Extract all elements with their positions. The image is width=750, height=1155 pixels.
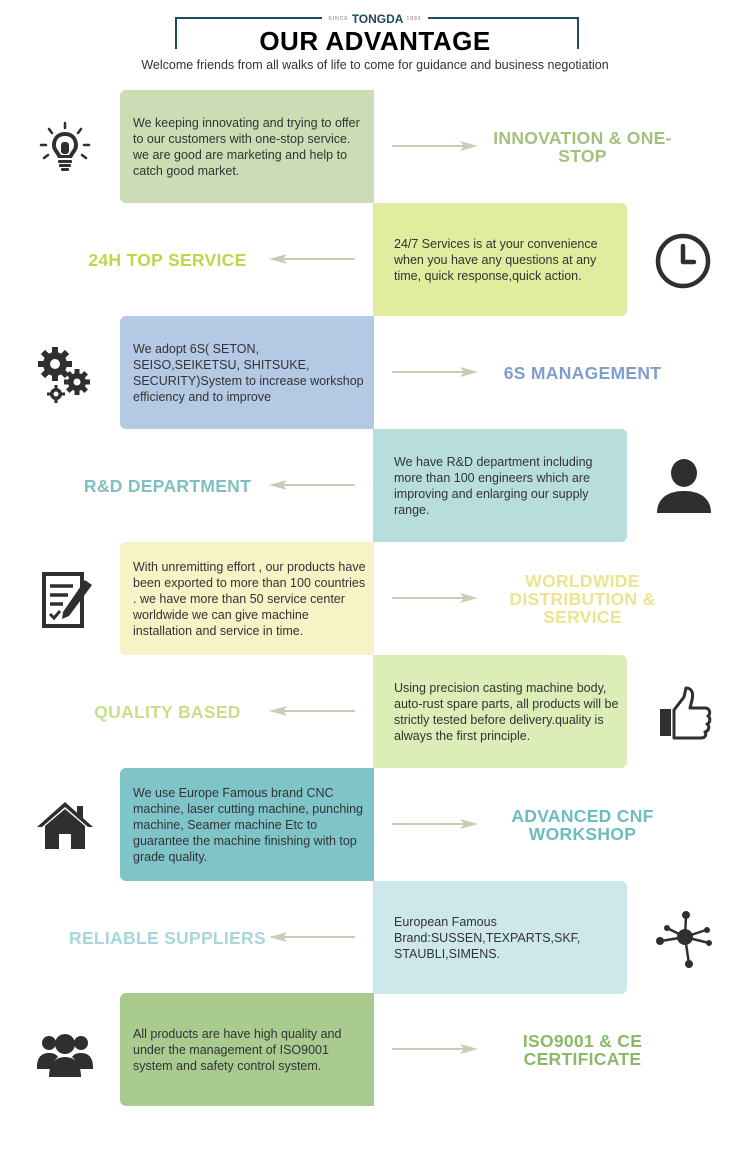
advantage-description: Using precision casting machine body, auto-rust spare parts, all products will be strictly tested before delivery.quality is always the first principle. bbox=[394, 680, 619, 743]
advantage-title: QUALITY BASED bbox=[94, 701, 241, 722]
arrow-left-icon bbox=[267, 478, 357, 492]
advantage-row-workshop bbox=[0, 768, 750, 881]
advantage-row-worldwide bbox=[0, 542, 750, 655]
advantage-description: All products are have high quality and under the management of ISO9001 system and safety control system. bbox=[133, 1026, 342, 1073]
engineer-icon bbox=[653, 457, 713, 517]
advantage-description: 24/7 Services is at your convenience when you have any questions at any time, quick response,quick action. bbox=[394, 236, 598, 283]
advantage-text-box bbox=[120, 90, 374, 203]
arrow-right-icon bbox=[390, 365, 480, 379]
advantage-text-box bbox=[120, 993, 374, 1106]
advantage-description: We keeping innovating and trying to offer to our customers with one-stop service. we are good are marketing and help to catch good market. bbox=[133, 115, 360, 178]
advantage-row-management bbox=[0, 316, 750, 429]
advantage-text-box bbox=[373, 429, 627, 542]
brand-name: TONGDA bbox=[351, 11, 404, 26]
team-icon bbox=[35, 1021, 95, 1081]
advantage-title: ISO9001 & CE CERTIFICATE bbox=[522, 1030, 643, 1069]
arrow-left-icon bbox=[267, 252, 357, 266]
advantage-text-box bbox=[373, 203, 627, 316]
advantage-title: 24H TOP SERVICE bbox=[88, 249, 247, 270]
house-icon bbox=[35, 796, 95, 856]
arrow-right-icon bbox=[390, 1042, 480, 1056]
arrow-left-icon bbox=[267, 930, 357, 944]
advantage-description: We adopt 6S( SETON, SEISO,SEIKETSU, SHITSUKE, SECURITY)System to increase workshop efficiency and to improve bbox=[133, 341, 364, 404]
header bbox=[0, 0, 750, 80]
advantage-description: We use Europe Famous brand CNC machine, laser cutting machine, punching machine, Seamer machine Etc to guarantee the machine finishing with top grade quality. bbox=[133, 785, 363, 864]
advantage-title: R&D DEPARTMENT bbox=[83, 475, 252, 496]
advantage-row-service bbox=[0, 203, 750, 316]
advantage-text-box bbox=[120, 542, 374, 655]
advantage-title: INNOVATION & ONE-STOP bbox=[493, 127, 672, 166]
advantage-row-innovation bbox=[0, 90, 750, 203]
arrow-right-icon bbox=[390, 817, 480, 831]
advantage-text-box bbox=[120, 768, 374, 881]
advantage-text-box bbox=[373, 881, 627, 994]
advantage-title: RELIABLE SUPPLIERS bbox=[69, 927, 266, 948]
arrow-left-icon bbox=[267, 704, 357, 718]
clock-icon bbox=[653, 231, 713, 291]
advantage-row-rnd bbox=[0, 429, 750, 542]
thumbs-up-icon bbox=[653, 683, 713, 743]
advantage-title: WORLDWIDE DISTRIBUTION & SERVICE bbox=[509, 570, 656, 627]
arrow-right-icon bbox=[390, 139, 480, 153]
page-title: OUR ADVANTAGE bbox=[259, 26, 491, 56]
page-subtitle: Welcome friends from all walks of life to come for guidance and business negotiation bbox=[141, 58, 609, 72]
advantage-description: We have R&D department including more than 100 engineers which are improving and enlarging our supply range. bbox=[394, 454, 593, 517]
advantage-title: ADVANCED CNF WORKSHOP bbox=[511, 805, 654, 844]
advantage-row-suppliers bbox=[0, 881, 750, 994]
brand-since: SINCE bbox=[328, 15, 349, 22]
lightbulb-icon bbox=[35, 118, 95, 178]
gears-icon bbox=[35, 344, 95, 404]
network-icon bbox=[653, 909, 713, 969]
brand-year: 1992 bbox=[406, 15, 422, 22]
advantage-text-box bbox=[373, 655, 627, 768]
advantage-text-box bbox=[120, 316, 374, 429]
advantage-title: 6S MANAGEMENT bbox=[503, 362, 662, 383]
advantage-description: European Famous Brand:SUSSEN,TEXPARTS,SKF, STAUBLI,SIMENS. bbox=[394, 914, 581, 961]
advantage-row-certificate bbox=[0, 993, 750, 1106]
checklist-icon bbox=[35, 570, 95, 630]
arrow-right-icon bbox=[390, 591, 480, 605]
advantage-row-quality bbox=[0, 655, 750, 768]
advantage-description: With unremitting effort , our products have been exported to more than 100 countries . we have more than 50 service center worldwide we can give machine installation and service in time. bbox=[133, 559, 366, 638]
